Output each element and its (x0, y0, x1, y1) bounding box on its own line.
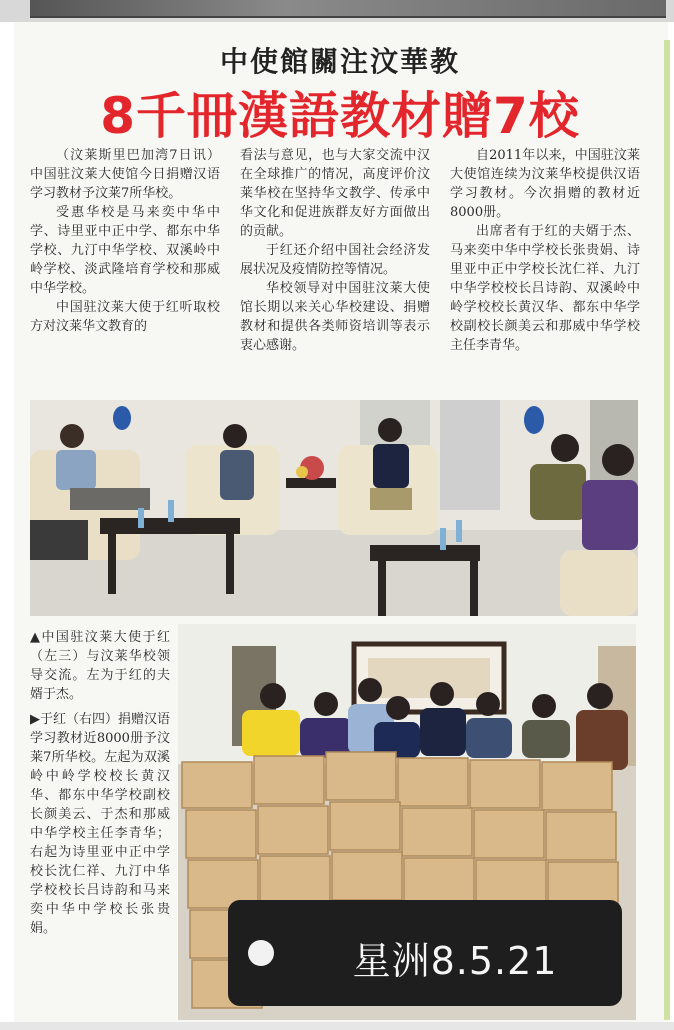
paragraph: 于红还介绍中国社会经济发展状况及疫情防控等情况。 (240, 243, 430, 277)
badge-dot-icon (248, 940, 274, 966)
paragraph: 出席者有于红的夫婿于杰、马来奕中华中学校长张贵娟、诗里亚中正中学校长沈仁祥、九汀中华学校校长吕诗韵、双溪岭中岭学校校长黄汉华、都东中华学校副校长颜美云和那威中华学校主任李青华。 (450, 224, 640, 353)
previous-photo-edge (30, 0, 666, 18)
paragraph: 自2011年以来，中国驻汶莱大使馆连续为汶莱华校提供汉语学习教材。今次捐赠的教材近8000册。 (450, 148, 640, 220)
paragraph: 华校领导对中国驻汶莱大使馆长期以来关心华校建设、捐赠教材和提供各类师资培训等表示衷心感谢。 (240, 281, 430, 353)
bottom-edge (0, 1022, 674, 1030)
article-headline: 8千冊漢語教材贈7校 (100, 87, 580, 145)
caption-donation: ▶于红（右四）捐赠汉语学习教材近8000册予汶莱7所华校。左起为双溪岭中岭学校校长黄汉华、都东中华学校副校长颜美云、于杰和那威中华学校主任李青华；右起为诗里亚中正中学校长沈仁祥、九汀中华学校校长吕诗韵和马来奕中华中学校长张贵娟。 (30, 712, 170, 936)
article-column-3 (450, 146, 640, 355)
page-edge (664, 40, 670, 1020)
paragraph: 看法与意见，也与大家交流中汉在全球推广的情况，高度评价汶莱华校在坚持华文教学、传承中华文化和促进族群友好方面做出的贡献。 (240, 148, 430, 239)
photo-captions (30, 628, 170, 944)
previous-page-strip (0, 0, 674, 22)
paragraph: 中国驻汶莱大使于红听取校方对汶莱华文教育的 (30, 300, 220, 334)
article-column-1 (30, 146, 220, 336)
paragraph: 受惠华校是马来奕中华中学、诗里亚中正中学、都东中华学校、九汀中华学校、双溪岭中岭学校、淡武隆培育学校和那威中华学校。 (30, 205, 220, 296)
caption-meeting: ▲中国驻汶莱大使于红（左三）与汶莱华校领导交流。左为于红的夫婿于杰。 (30, 630, 170, 702)
article-column-2 (240, 146, 430, 355)
source-badge-text: 星洲8.5.21 (352, 939, 558, 983)
paragraph: （汶莱斯里巴加湾7日讯）中国驻汶莱大使馆今日捐赠汉语学习教材予汶莱7所华校。 (30, 148, 220, 201)
article-kicker: 中使館關注汶華教 (219, 45, 460, 78)
meeting-photo (30, 400, 638, 616)
